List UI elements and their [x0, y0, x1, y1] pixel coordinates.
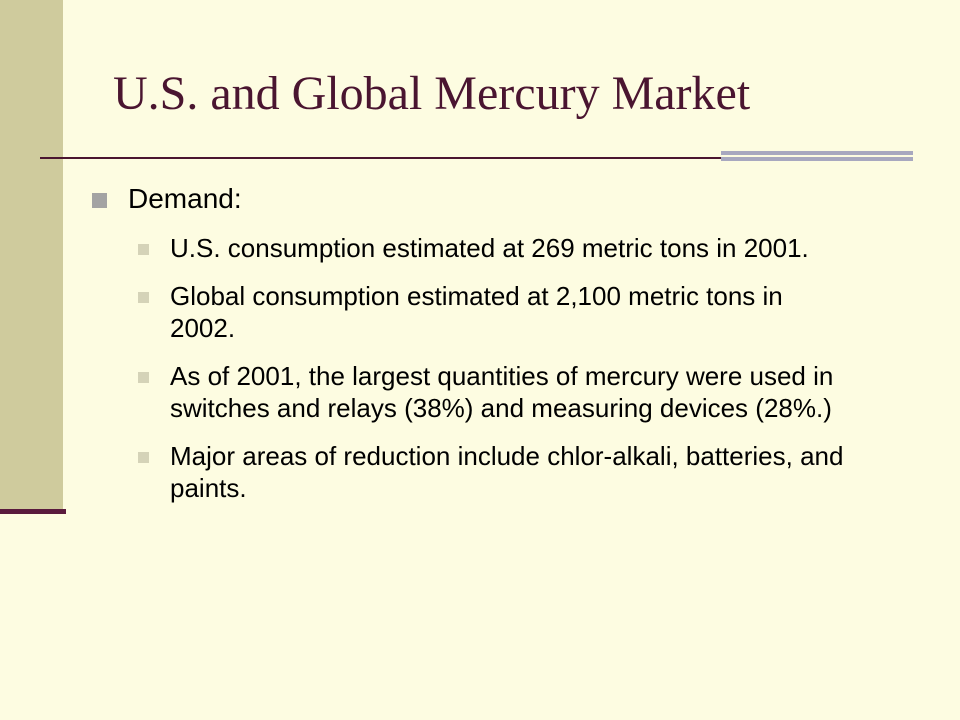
sub-bullet-text: U.S. consumption estimated at 269 metric tons in 2001.: [170, 233, 809, 263]
sub-bullet-text: As of 2001, the largest quantities of mercury were used in switches and relays (38%) and measuring devices (28%.): [170, 361, 834, 423]
square-bullet-icon: [138, 372, 149, 383]
sub-bullet-text: Global consumption estimated at 2,100 metric tons in 2002.: [170, 281, 783, 343]
slide-title: U.S. and Global Mercury Market: [113, 67, 751, 120]
left-bar-accent-line: [0, 509, 66, 514]
slide-content: [92, 182, 882, 520]
bullet-demand-text: Demand:: [128, 183, 242, 214]
sub-bullet-list: [92, 232, 882, 504]
sub-bullet-us-consumption: [136, 232, 850, 264]
left-decorative-bar: [0, 0, 63, 511]
bullet-demand: [92, 182, 882, 216]
sub-bullet-global-consumption: [136, 280, 850, 344]
square-bullet-icon: [138, 244, 149, 255]
title-underline-accent: [721, 151, 913, 163]
square-bullet-icon: [138, 292, 149, 303]
sub-bullet-text: Major areas of reduction include chlor-alkali, batteries, and paints.: [170, 441, 844, 503]
square-bullet-icon: [92, 193, 107, 208]
sub-bullet-reduction-areas: [136, 440, 850, 504]
sub-bullet-largest-uses: [136, 360, 850, 424]
square-bullet-icon: [138, 452, 149, 463]
